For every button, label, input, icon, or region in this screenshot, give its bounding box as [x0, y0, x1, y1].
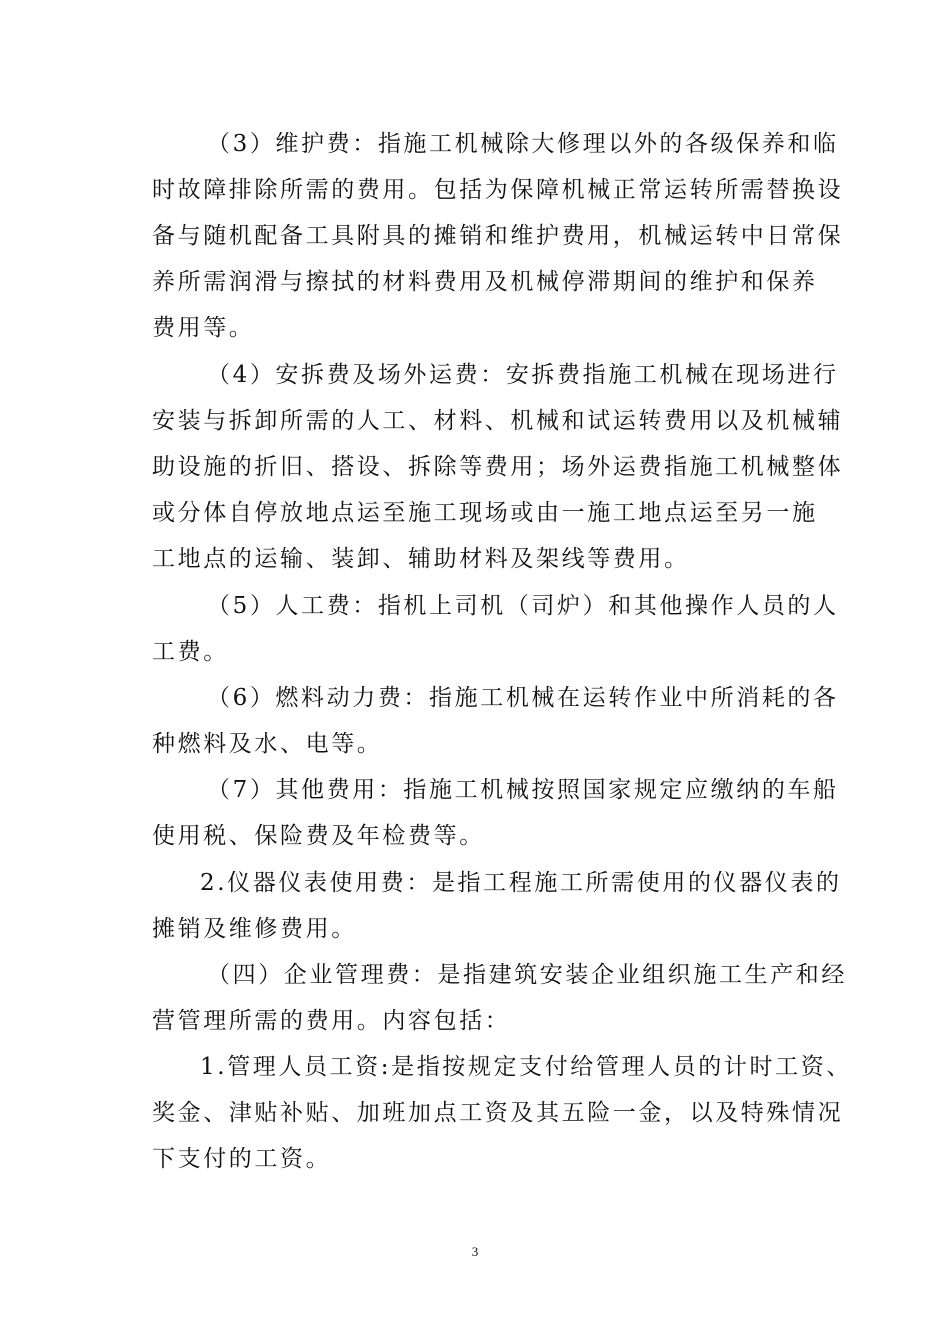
paragraph-4-line-1: （4）安拆费及场外运费：安拆费指施工机械在现场进行 — [207, 362, 839, 388]
section-4-line-1: （四）企业管理费：是指建筑安装企业组织施工生产和经 — [207, 962, 847, 988]
page-number: 3 — [471, 1244, 479, 1259]
paragraph-5-line-2: 工费。 — [152, 639, 229, 665]
paragraph-4-line-2: 安装与拆卸所需的人工、材料、机械和试运转费用以及机械辅 — [152, 408, 844, 434]
paragraph-5-line-1: （5）人工费：指机上司机（司炉）和其他操作人员的人 — [207, 593, 839, 619]
paragraph-4-line-3: 助设施的折旧、搭设、拆除等费用；场外运费指施工机械整体 — [152, 454, 844, 480]
paragraph-3-line-4: 养所需润滑与擦拭的材料费用及机械停滞期间的维护和保养 — [152, 269, 818, 295]
section-2-line-1: 2.仪器仪表使用费：是指工程施工所需使用的仪器仪表的 — [200, 870, 842, 896]
paragraph-7-line-2: 使用税、保险费及年检费等。 — [152, 823, 485, 849]
paragraph-6-line-2: 种燃料及水、电等。 — [152, 731, 383, 757]
paragraph-6-line-1: （6）燃料动力费：指施工机械在运转作业中所消耗的各 — [207, 685, 839, 711]
paragraph-3-line-3: 备与随机配备工具附具的摊销和维护费用，机械运转中日常保 — [152, 223, 844, 249]
item-1-line-1: 1.管理人员工资:是指按规定支付给管理人员的计时工资、 — [200, 1054, 852, 1080]
item-1-line-3: 下支付的工资。 — [152, 1146, 332, 1172]
paragraph-3-line-2: 时故障排除所需的费用。包括为保障机械正常运转所需替换设 — [152, 177, 844, 203]
paragraph-3-line-5: 费用等。 — [152, 315, 255, 341]
section-2-line-2: 摊销及维修费用。 — [152, 916, 357, 942]
item-1-line-2: 奖金、津贴补贴、加班加点工资及其五险一金，以及特殊情况 — [152, 1100, 844, 1126]
paragraph-4-line-4: 或分体自停放地点运至施工现场或由一施工地点运至另一施 — [152, 500, 818, 526]
paragraph-7-line-1: （7）其他费用：指施工机械按照国家规定应缴纳的车船 — [207, 777, 839, 803]
paragraph-4-line-5: 工地点的运输、装卸、辅助材料及架线等费用。 — [152, 546, 690, 572]
paragraph-3-line-1: （3）维护费：指施工机械除大修理以外的各级保养和临 — [207, 131, 839, 157]
section-4-line-2: 营管理所需的费用。内容包括： — [152, 1008, 511, 1034]
